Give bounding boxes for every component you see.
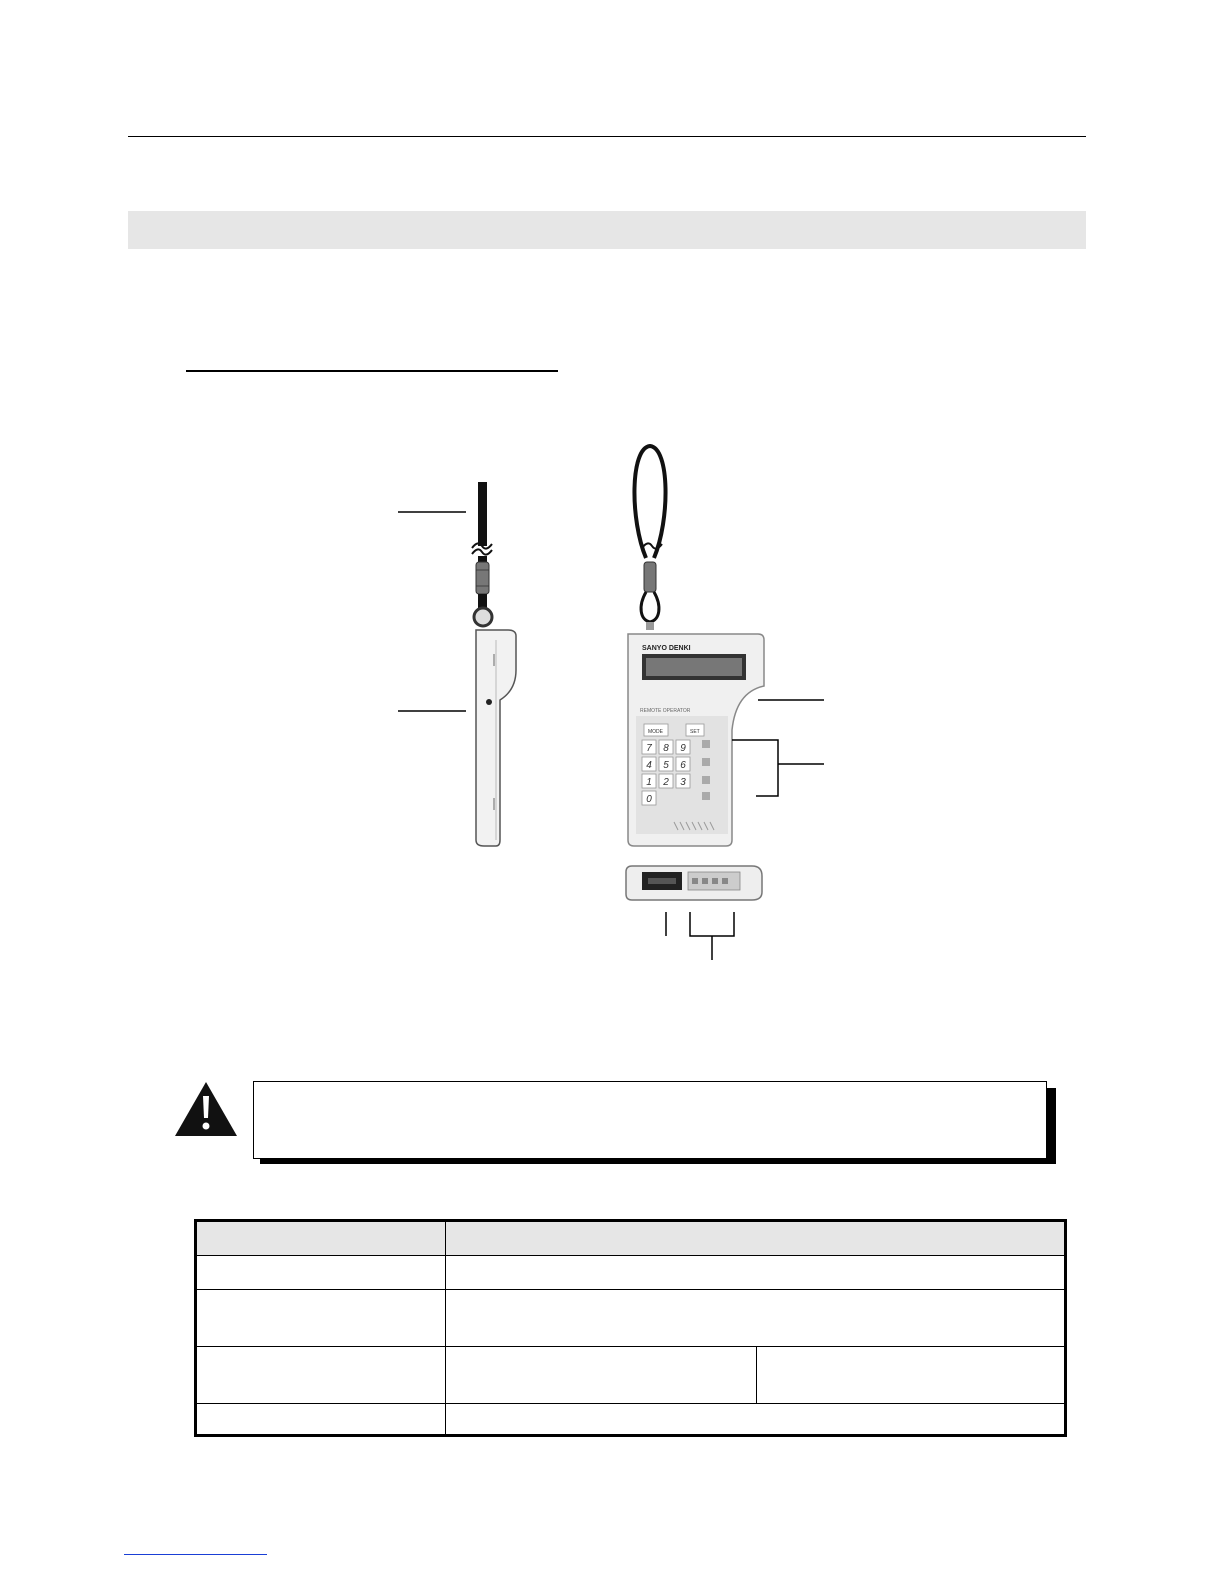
keypad-key-label: 6 xyxy=(680,760,686,771)
table-header-row xyxy=(197,1222,1064,1256)
keypad-key-label: 1 xyxy=(646,777,652,788)
keypad-key-label: 3 xyxy=(680,777,686,788)
remote-operator-figure xyxy=(380,430,850,970)
keypad-key-label: 2 xyxy=(663,777,669,788)
table-cell xyxy=(197,1290,445,1346)
table-cell xyxy=(197,1404,445,1434)
table-row xyxy=(197,1404,1064,1434)
keypad-key-label: 8 xyxy=(663,743,669,754)
table-row xyxy=(197,1256,1064,1290)
keypad-key-label: 4 xyxy=(646,760,652,771)
footer-link[interactable] xyxy=(124,1554,267,1555)
section-title-bar xyxy=(128,211,1086,249)
table-row xyxy=(197,1347,1064,1404)
warning-box xyxy=(253,1081,1047,1159)
keypad-key-label: 7 xyxy=(646,743,652,754)
front-view-device xyxy=(628,446,824,846)
keypad-key-label: 5 xyxy=(663,760,669,771)
table-cell xyxy=(445,1347,756,1403)
keypad-key-label: 9 xyxy=(680,743,686,754)
subheading-underline xyxy=(186,370,558,372)
spec-table xyxy=(194,1219,1067,1437)
table-cell xyxy=(197,1222,445,1255)
mode-key-label: MODE xyxy=(648,729,663,735)
brand-label: SANYO DENKI xyxy=(642,645,691,652)
bottom-view-device xyxy=(626,866,762,960)
table-cell xyxy=(197,1347,445,1403)
warning-icon xyxy=(173,1080,239,1138)
set-key-label: SET xyxy=(690,729,700,735)
model-label: REMOTE OPERATOR xyxy=(640,708,691,714)
side-view-device xyxy=(398,482,516,846)
header-rule xyxy=(128,136,1086,137)
keypad-key-label: 0 xyxy=(646,794,652,805)
table-cell xyxy=(197,1256,445,1289)
table-row xyxy=(197,1290,1064,1347)
